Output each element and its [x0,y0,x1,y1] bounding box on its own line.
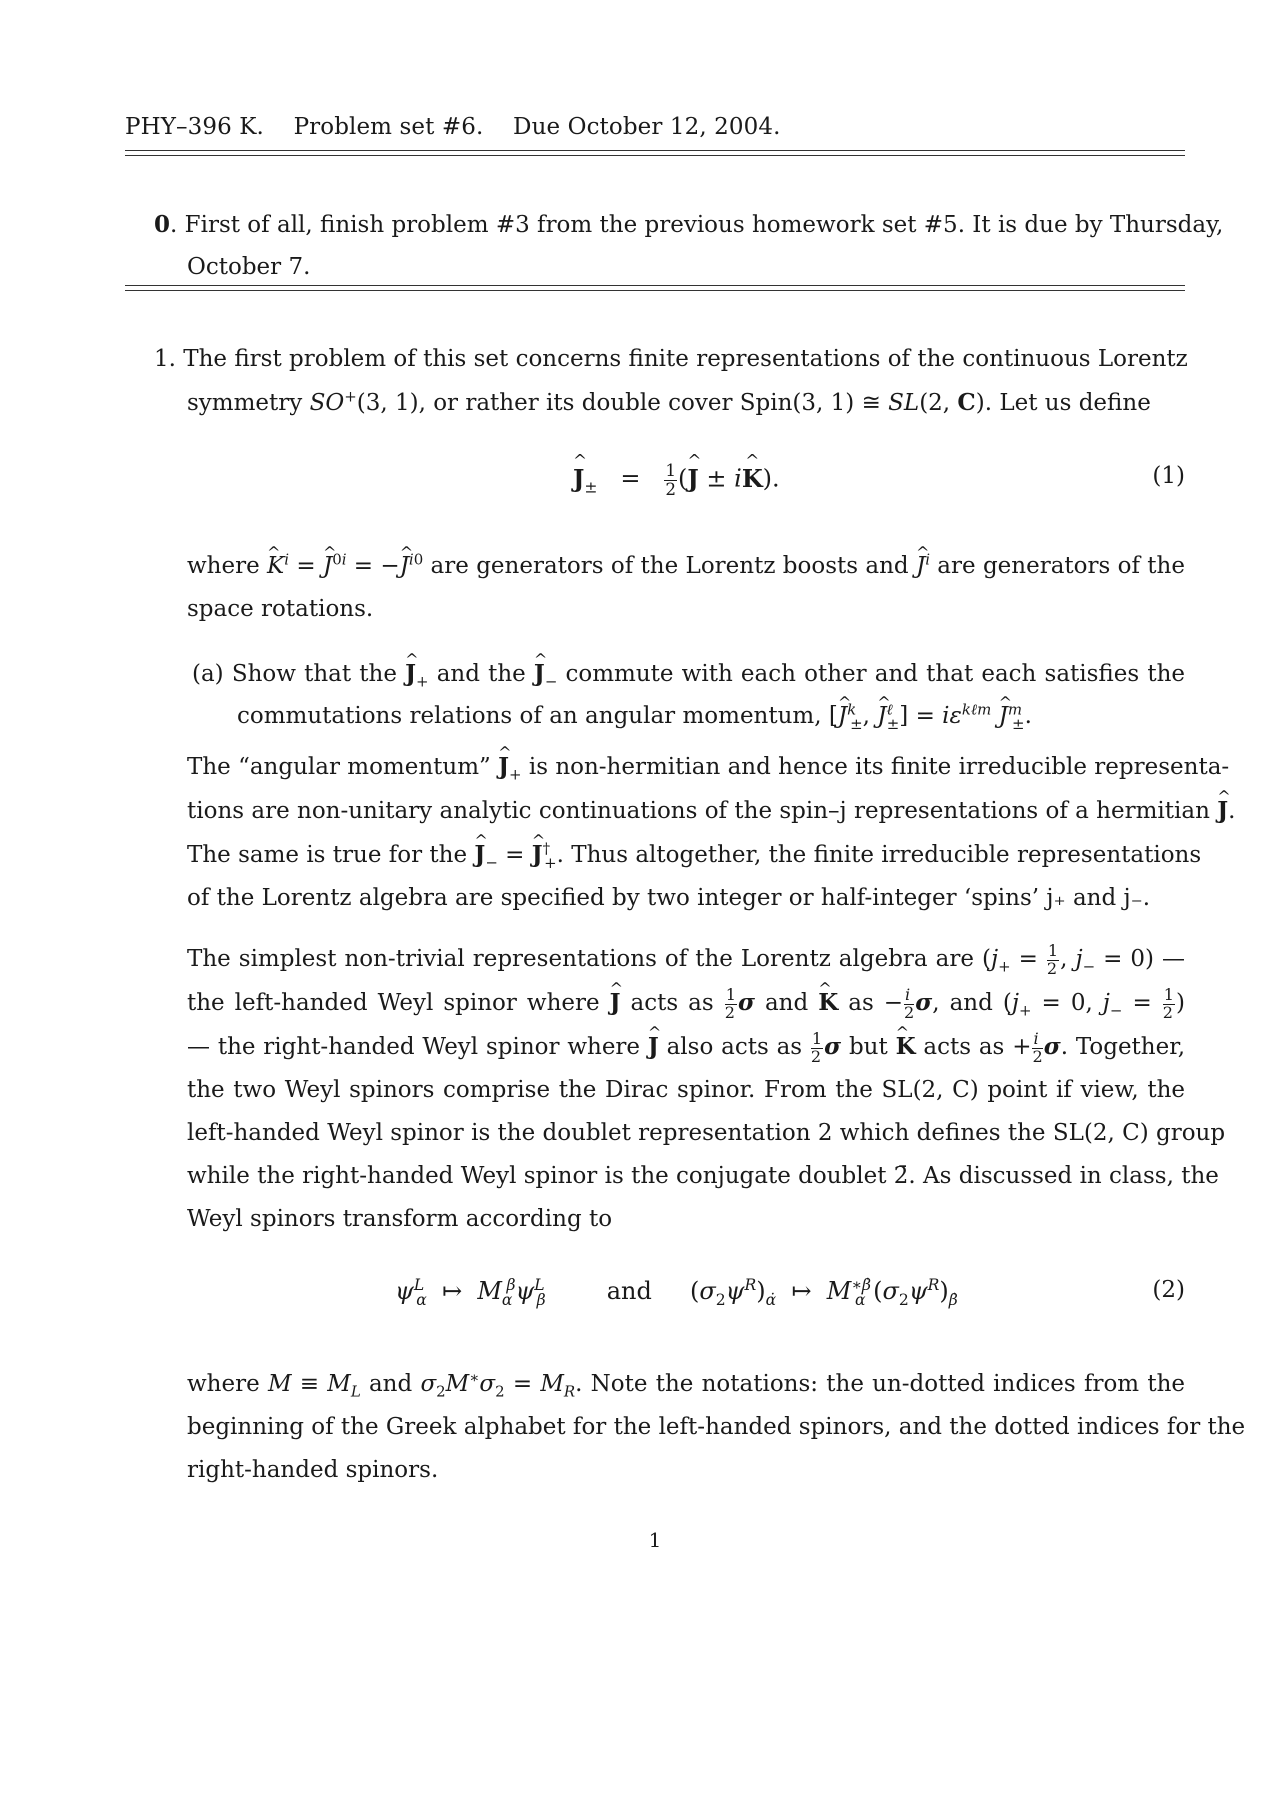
simple-line-4: the two Weyl spinors comprise the Dirac spinor. From the SL(2, C) point if view, the [187,1077,1185,1103]
final-line-2: beginning of the Greek alphabet for the left-handed spinors, and the dotted indices for the [187,1414,1246,1440]
page-header [125,114,781,140]
equation-2-and: and [606,1277,652,1305]
where-a: where [187,553,268,579]
am-text-a: The “angular momentum” [187,754,499,780]
part-a-text-c: commute with each other and that each satisfies the [557,661,1186,687]
intro-text-c: . Let us define [984,390,1151,416]
weyl-paragraph: The simplest non-trivial representations of the Lorentz algebra are ($j_+$ = $\frac{1}{2}$ , $j_- = 0$) — the left-handed Weyl spinor where ^ J acts as $\frac{1}{2}$ σ and ^ K as − $\frac{i}{2}$ σ, and ($j_+ = 0$, $j_-$ = $\frac{1}{2}$ ) — the right-handed Weyl spinor where ^ J also acts as $\frac{1}{2}$ σ but ^ K acts as + $\frac{i}{2}$ σ. Together, the two Weyl spinors comprise the Dirac spinor. From the SL(2, C) point if view, the left-handed Weyl spinor is the doublet representation 2 which defines the SL(2, C) group while the right-handed Weyl spinor is the conjugate doublet 2̄. As discussed in class, the Weyl spinors transform according to [187,938,1185,1241]
problem-1-intro-line-1: The first problem of this set concerns finite representations of the continuous Lorentz [183,346,1188,372]
final-text-a: where [187,1371,268,1397]
part-a-text-b: and the [428,661,534,687]
equation-1: ^ $J_\pm$ = $\frac{1}{2}$ (^ J ± i^ K). [573,462,780,498]
simple-line-5: left-handed Weyl spinor is the doublet representation 2 which defines the SL(2, C) group [187,1120,1226,1146]
where-line-2: space rotations. [187,596,374,622]
simple-text-j: . Together, [1060,1034,1186,1060]
section-rule-bottom [125,290,1185,291]
final-line-3: right-handed spinors. [187,1457,439,1483]
equation-1-number: (1) [1152,463,1185,489]
header-course: PHY–396 K. [125,114,264,140]
header-rule-top [125,150,1185,151]
simple-text-g: also acts as [658,1034,810,1060]
simple-line-6: while the right-handed Weyl spinor is the conjugate doublet 2̄. As discussed in class, the [187,1163,1219,1189]
simple-text-h: but [841,1034,896,1060]
intro-text-a: symmetry [187,390,310,416]
simple-line-1: The simplest non-trivial representations of the Lorentz algebra are [187,946,974,972]
problem-0: 0. First of all, finish problem #3 from the previous homework set #5. It is due by Thursday, [154,211,1224,238]
simple-text-c: and [754,990,819,1016]
where-c: are generators of the [929,553,1185,579]
part-a-text-a: Show that the [231,661,406,687]
section-rule-top [125,285,1185,286]
problem-0-line-1: First of all, finish problem #3 from the previous homework set #5. It is due by Thursday, [184,212,1224,238]
simple-text-f: — the right-handed Weyl spinor where [187,1034,648,1060]
am-text-d: . Thus altogether, the finite irreducible representations [556,842,1202,868]
where-b: are generators of the Lorentz boosts and [423,553,916,579]
problem-0-line-2: October 7. [187,254,311,280]
notation-paragraph: where $M \equiv M_L$ and $\sigma_2M^∗\sigma_2 = M_R$. Note the notations: the un-dotted indices from the beginning of the Greek alphabet for the left-handed spinors, and the dotted indices for the right-handed spinors. [187,1363,1185,1492]
part-a-label: (a) [192,661,224,687]
problem-0-cont [187,246,310,289]
header-set: Problem set #6. [293,114,484,140]
header-due: Due October 12, 2004. [513,114,781,140]
problem-1-intro-2: symmetry SO+(3, 1), or rather its double cover Spin(3, 1) ≅ SL(2, C). Let us define [187,387,1151,416]
problem-1-intro [154,338,1188,381]
am-line-4: of the Lorentz algebra are specified by two integer or half-integer ‘spins’ j₊ and j₋. [187,885,1151,911]
final-text-c: . Note the notations: the un-dotted indices from the [575,1371,1185,1397]
definitions-paragraph: where ^ $K^i$ = ^ $J^{0i}$ = −^ $J^{i0}$ are generators of the Lorentz boosts and ^ $J^i$ are generators of the space rotations. [187,545,1185,631]
page-number: 1 [648,1528,662,1552]
am-text-c: The same is true for the [187,842,475,868]
equation-2-number: (2) [1152,1277,1185,1303]
simple-text-i: acts as [915,1034,1013,1060]
equation-2: $\psi^L_\alpha$ ↦ $M_\alpha^\beta\psi^L_\beta$ and $(\sigma_2\psi^R)_{\alphȧ}$ ↦ $M^{∗\betȧ}_{\alphȧ}$ $(\sigma_2\psi^R)_{\betȧ}$ [395,1276,958,1309]
am-text-b: is non-hermitian and hence its finite irreducible representa- [521,754,1230,780]
simple-text-e: , and [932,990,993,1016]
problem-1-number: 1. [154,346,176,372]
part-a-2: commutations relations of an angular momentum, [^ $J^k_\pm$, ^ $J^\ell_\pm] = i\varepsilon^{k\ell m}$ ^ $J^m_\pm$. [237,695,1032,738]
part-a: (a) Show that the ^ $J_+$ and the ^ $J_-$ commute with each other and that each satisfies the [192,652,1185,696]
am-line-2: tions are non-unitary analytic continuations of the spin–j representations of a hermitian [187,798,1218,824]
problem-0-number: 0 [154,211,171,238]
simple-text-b: acts as [620,990,724,1016]
final-text-b: and [360,1371,421,1397]
intro-text-b: , or rather its double cover Spin(3, 1) ≅ [418,390,889,416]
simple-text-a: the left-handed Weyl spinor where [187,990,610,1016]
header-rule-bottom [125,155,1185,156]
simple-text-d: as [838,990,884,1016]
angular-momentum-paragraph: The “angular momentum” ^ $J_+$ is non-hermitian and hence its finite irreducible representa- tions are non-unitary analytic continuations of the spin–j representations of a hermitian ^ J. The same is true for the ^ $J_-$ = ^ $J^\dagger_+$. Thus altogether, the finite irreducible representations of the Lorentz algebra are specified by two integer or half-integer ‘spins’ j₊ and j₋. [187,745,1185,920]
simple-line-7: Weyl spinors transform according to [187,1206,613,1232]
part-a-line-2: commutations relations of an angular momentum, [237,703,822,729]
